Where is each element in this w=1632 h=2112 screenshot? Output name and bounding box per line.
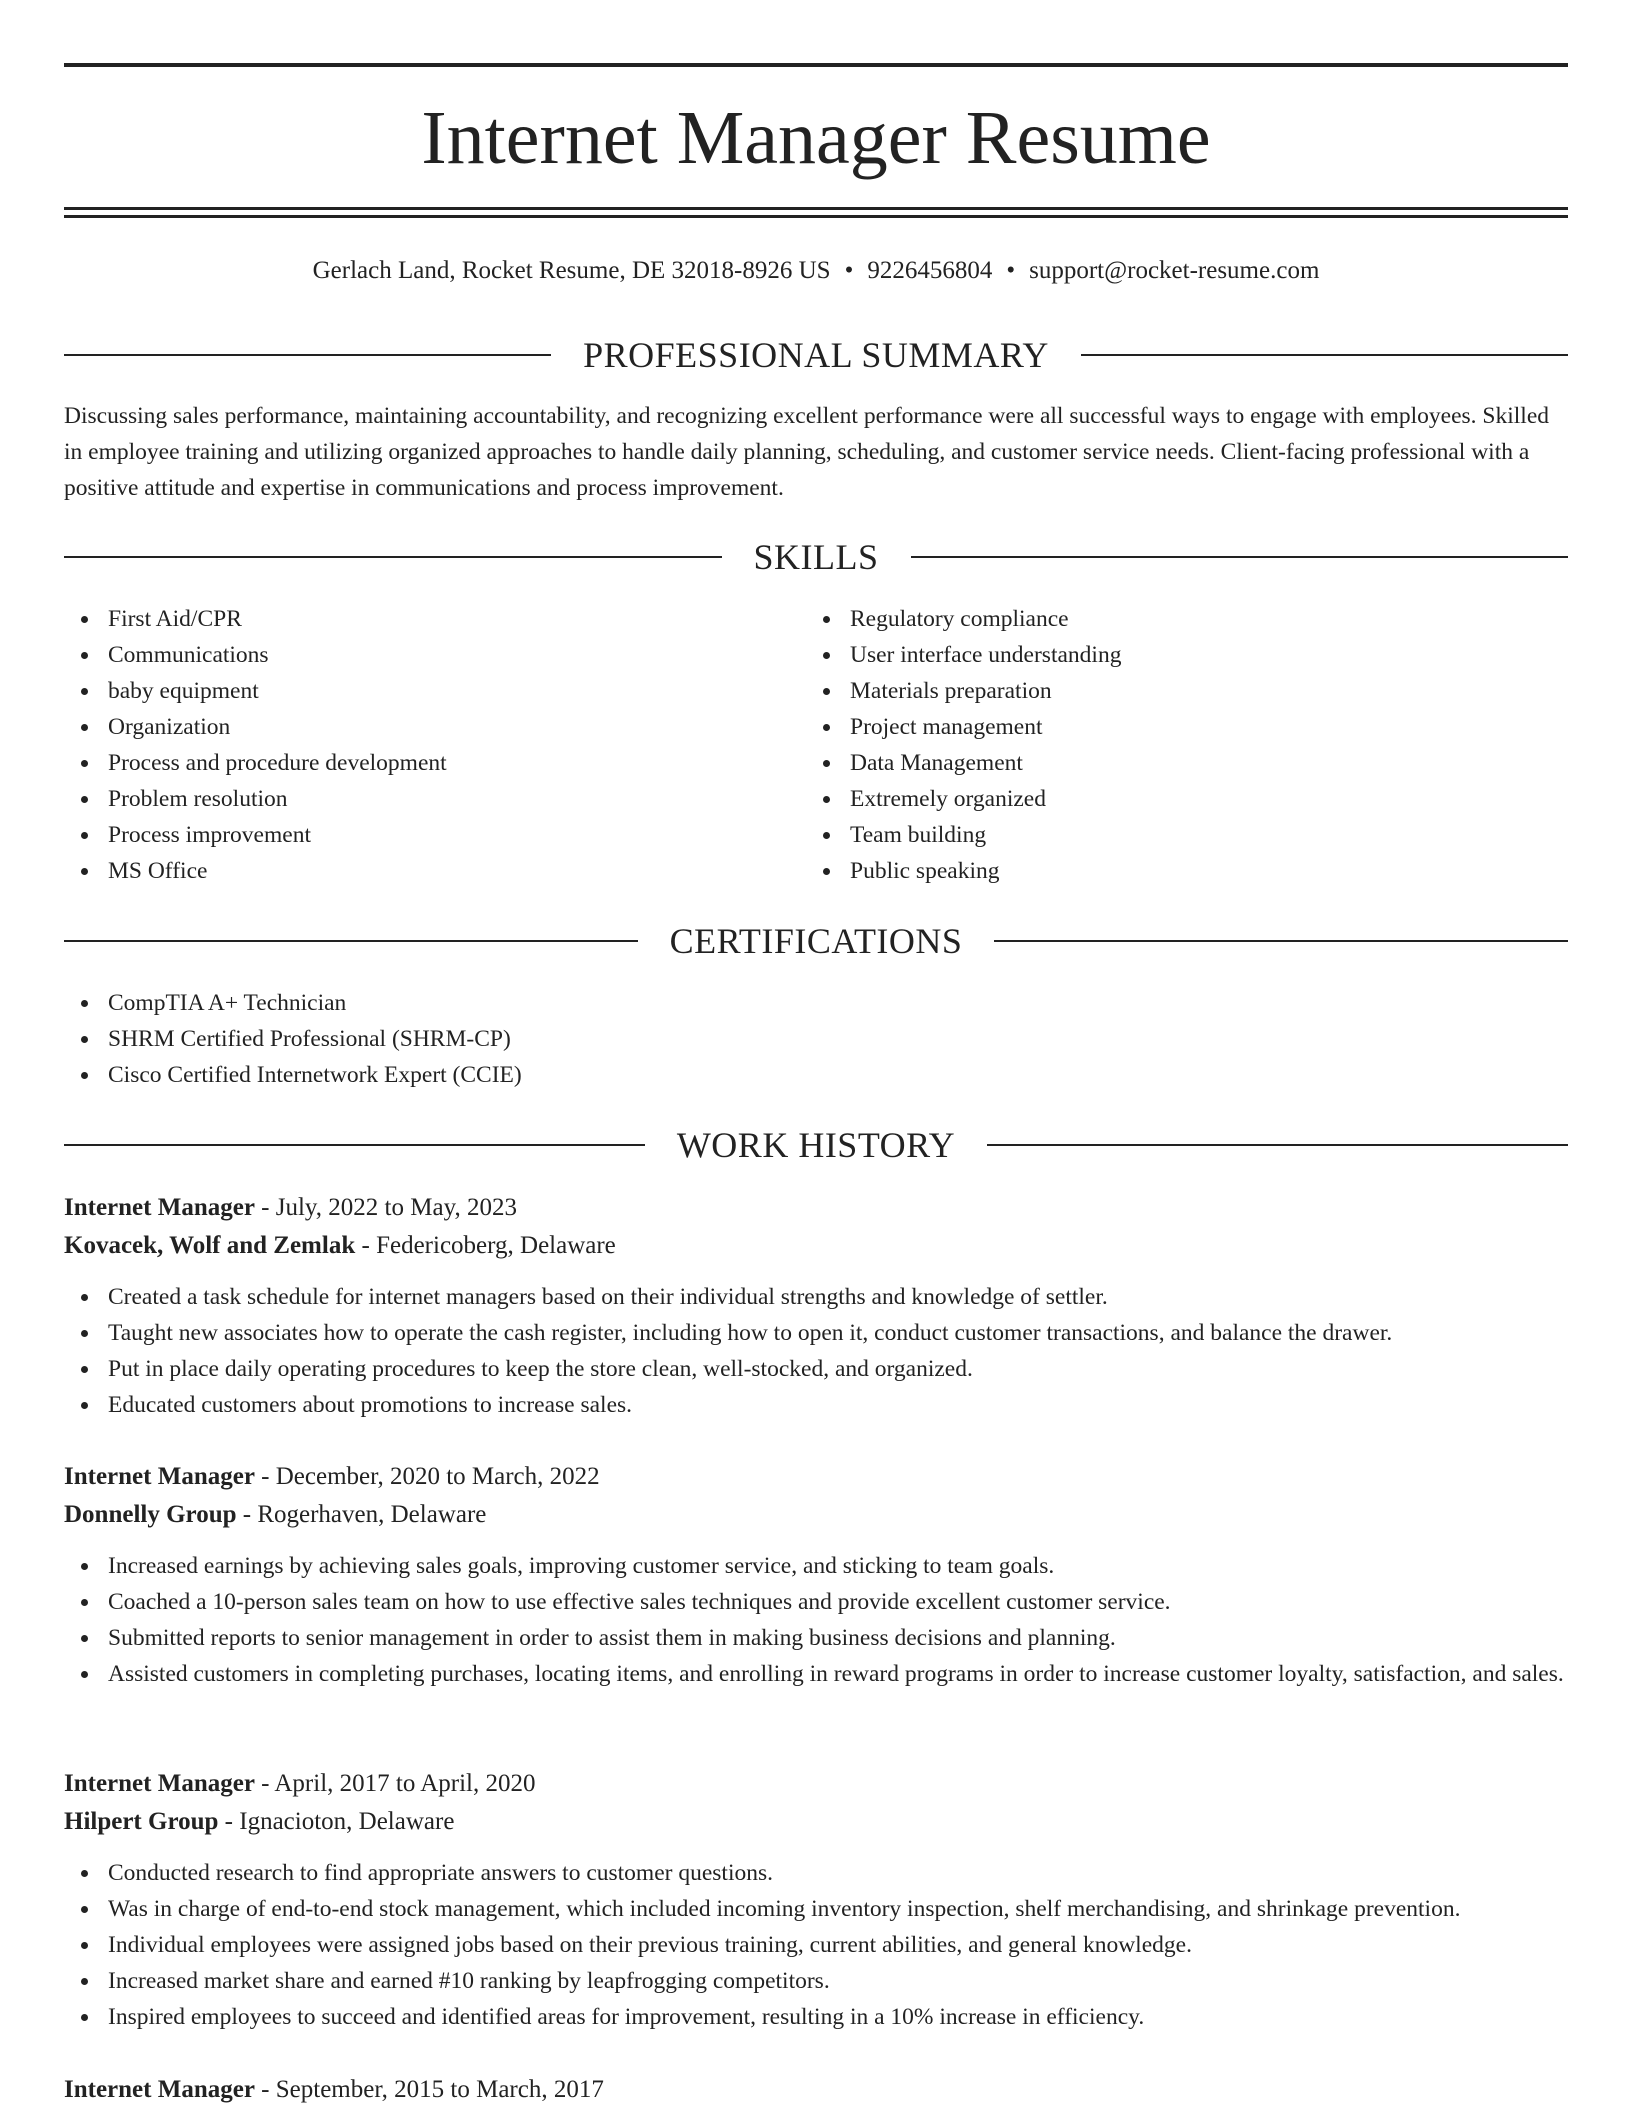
skill-item: Project management	[850, 709, 1548, 745]
contact-email: support@rocket-resume.com	[1029, 257, 1320, 284]
job-location: - Federicoberg, Delaware	[355, 1232, 616, 1259]
job-title: Internet Manager	[64, 1770, 255, 1797]
job-title-line	[64, 1189, 1568, 1227]
job-title-line	[64, 1458, 1568, 1496]
certification-item: CompTIA A+ Technician	[108, 985, 1568, 1021]
divider-line	[994, 940, 1568, 942]
job-company-line	[64, 1803, 1568, 1841]
job-entry	[64, 1189, 1568, 1423]
job-title-line	[64, 2071, 1568, 2109]
job-bullet: Educated customers about promotions to increase sales.	[108, 1387, 1568, 1423]
job-bullet: Taught new associates how to operate the cash register, including how to open it, conduct customer transactions, and balance the drawer.	[108, 1315, 1568, 1351]
skill-item: MS Office	[108, 853, 806, 889]
job-entry	[64, 1765, 1568, 2035]
skill-item: Team building	[850, 817, 1548, 853]
skills-column-left	[64, 601, 806, 889]
job-bullet: Increased earnings by achieving sales goals, improving customer service, and sticking to team goals.	[108, 1548, 1568, 1584]
divider-line	[64, 354, 551, 356]
skill-item: baby equipment	[108, 673, 806, 709]
skill-item: Extremely organized	[850, 781, 1548, 817]
skill-item: First Aid/CPR	[108, 601, 806, 637]
job-company: Hilpert Group	[64, 1808, 219, 1835]
top-rule	[64, 63, 1568, 67]
job-dates: - December, 2020 to March, 2022	[254, 1463, 600, 1490]
section-title: PROFESSIONAL SUMMARY	[583, 335, 1049, 375]
divider-line	[987, 1144, 1568, 1146]
certification-item: SHRM Certified Professional (SHRM-CP)	[108, 1021, 1568, 1057]
job-location: - Ignacioton, Delaware	[218, 1808, 455, 1835]
job-company: Kovacek, Wolf and Zemlak	[64, 1232, 356, 1259]
job-title: Internet Manager	[64, 1463, 255, 1490]
job-bullet: Put in place daily operating procedures to keep the store clean, well-stocked, and organized.	[108, 1351, 1568, 1387]
contact-address: Gerlach Land, Rocket Resume, DE 32018-8926 US	[312, 257, 831, 284]
page-title: Internet Manager Resume	[421, 96, 1211, 180]
job-company: Donnelly Group	[64, 1501, 237, 1528]
certification-item: Cisco Certified Internetwork Expert (CCIE)	[108, 1057, 1568, 1093]
skill-item: Problem resolution	[108, 781, 806, 817]
divider-line	[64, 556, 722, 558]
contact-separator: •	[844, 257, 854, 284]
skill-item: Data Management	[850, 745, 1548, 781]
skill-item: Communications	[108, 637, 806, 673]
section-heading-skills	[64, 535, 1568, 579]
divider-line	[64, 940, 638, 942]
skill-item: Regulatory compliance	[850, 601, 1548, 637]
job-bullets	[64, 1548, 1568, 1692]
section-heading-certifications	[64, 919, 1568, 963]
contact-phone: 9226456804	[867, 257, 993, 284]
job-bullets	[64, 1855, 1568, 2035]
skills-column-right	[806, 601, 1548, 889]
summary-text: Discussing sales performance, maintaining accountability, and recognizing excellent performance were all successful ways to engage with employees. Skilled in employee training and utilizing organized approaches to handle daily planning, scheduling, and customer service needs. Client-facing professional with a positive attitude and expertise in communications and process improvement.	[64, 403, 1549, 501]
contact-line	[64, 253, 1568, 289]
job-title: Internet Manager	[64, 2076, 255, 2103]
job-location: - Rogerhaven, Delaware	[236, 1501, 487, 1528]
section-heading-work-history	[64, 1123, 1568, 1167]
section-title: SKILLS	[753, 537, 879, 577]
section-title: WORK HISTORY	[676, 1125, 956, 1165]
section-title: CERTIFICATIONS	[669, 921, 963, 961]
job-bullet: Assisted customers in completing purchases, locating items, and enrolling in reward programs in order to increase customer loyalty, satisfaction, and sales.	[108, 1656, 1568, 1692]
job-bullet: Inspired employees to succeed and identified areas for improvement, resulting in a 10% increase in efficiency.	[108, 1999, 1568, 2035]
skill-item: User interface understanding	[850, 637, 1548, 673]
job-entry	[64, 1458, 1568, 1692]
divider-line	[1081, 354, 1568, 356]
job-bullet: Coached a 10-person sales team on how to use effective sales techniques and provide excellent customer service.	[108, 1584, 1568, 1620]
job-dates: - September, 2015 to March, 2017	[254, 2076, 604, 2103]
skills-list	[64, 601, 1568, 889]
skill-item: Organization	[108, 709, 806, 745]
skill-item: Public speaking	[850, 853, 1548, 889]
skill-item: Process improvement	[108, 817, 806, 853]
job-title: Internet Manager	[64, 1194, 255, 1221]
skill-item: Process and procedure development	[108, 745, 806, 781]
job-dates: - July, 2022 to May, 2023	[254, 1194, 517, 1221]
job-entry	[64, 2071, 1568, 2109]
job-bullet: Individual employees were assigned jobs based on their previous training, current abilities, and general knowledge.	[108, 1927, 1568, 1963]
job-company-line	[64, 1496, 1568, 1534]
job-bullet: Created a task schedule for internet managers based on their individual strengths and knowledge of settler.	[108, 1279, 1568, 1315]
title-double-rule	[64, 207, 1568, 218]
divider-line	[911, 556, 1569, 558]
skill-item: Materials preparation	[850, 673, 1548, 709]
job-company-line	[64, 1227, 1568, 1265]
certifications-list	[64, 985, 1568, 1093]
divider-line	[64, 1144, 645, 1146]
job-bullet: Submitted reports to senior management in order to assist them in making business decisions and planning.	[108, 1620, 1568, 1656]
job-title-line	[64, 1765, 1568, 1803]
job-bullets	[64, 1279, 1568, 1423]
job-bullet: Conducted research to find appropriate answers to customer questions.	[108, 1855, 1568, 1891]
job-bullet: Increased market share and earned #10 ranking by leapfrogging competitors.	[108, 1963, 1568, 1999]
section-heading-summary	[64, 333, 1568, 377]
contact-separator: •	[1006, 257, 1016, 284]
job-bullet: Was in charge of end-to-end stock management, which included incoming inventory inspection, shelf merchandising, and shrinkage prevention.	[108, 1891, 1568, 1927]
job-dates: - April, 2017 to April, 2020	[254, 1770, 536, 1797]
